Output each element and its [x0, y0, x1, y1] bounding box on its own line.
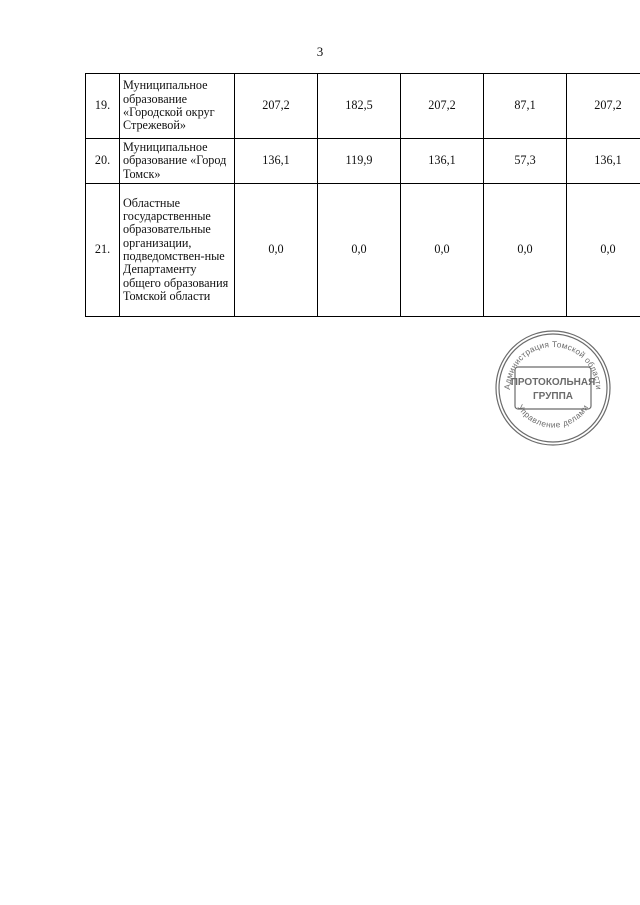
stamp-inner-line-1: ПРОТОКОЛЬНАЯ [510, 377, 596, 388]
row-number: 20. [86, 139, 120, 184]
budget-table [85, 73, 640, 317]
row-name: Областные государственные образовательные организации, подведомствен-ные Департаменту общего образования Томской области [120, 184, 235, 317]
stamp-outer-text-top: Администрация Томской области [501, 338, 605, 391]
row-name: Муниципальное образование «Город Томск» [120, 139, 235, 184]
value-cell: 136,1 [567, 139, 640, 184]
value-cell: 0,0 [567, 184, 640, 317]
value-cell: 119,9 [318, 139, 401, 184]
stamp-outer-text-bottom: Управление делами [515, 402, 591, 430]
stamp-center-frame [515, 367, 591, 409]
row-number: 19. [86, 74, 120, 139]
value-cell: 182,5 [318, 74, 401, 139]
value-cell: 0,0 [235, 184, 318, 317]
page-number: 3 [316, 44, 324, 59]
protocol-stamp [493, 328, 613, 448]
value-cell: 207,2 [401, 74, 484, 139]
table-row [86, 184, 640, 317]
stamp-inner-line-2: ГРУППА [532, 391, 574, 402]
row-name: Муниципальное образование «Городской округ Стрежевой» [120, 74, 235, 139]
value-cell: 136,1 [401, 139, 484, 184]
value-cell: 0,0 [318, 184, 401, 317]
value-cell: 57,3 [484, 139, 567, 184]
value-cell: 87,1 [484, 74, 567, 139]
value-cell: 136,1 [235, 139, 318, 184]
value-cell: 0,0 [401, 184, 484, 317]
value-cell: 0,0 [484, 184, 567, 317]
table-row [86, 74, 640, 139]
table-row [86, 139, 640, 184]
value-cell: 207,2 [235, 74, 318, 139]
value-cell: 207,2 [567, 74, 640, 139]
svg-text:Управление делами [516, 402, 591, 429]
row-number: 21. [86, 184, 120, 317]
